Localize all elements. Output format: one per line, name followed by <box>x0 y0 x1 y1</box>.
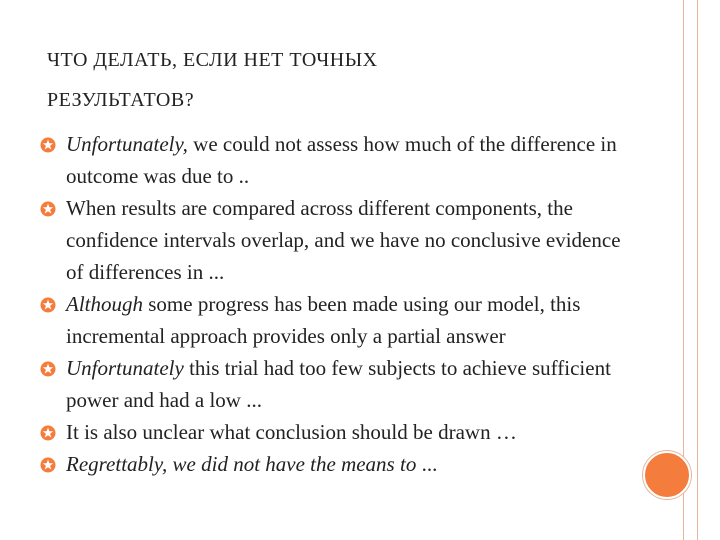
title-line-2: РЕЗУЛЬТАТОВ? <box>47 89 195 111</box>
bullet-item <box>40 352 640 416</box>
bullet-lead: Regrettably, we did not have the means to <box>66 452 417 476</box>
bullet-item <box>40 448 640 480</box>
decorative-circle <box>643 451 691 499</box>
bullet-item <box>40 288 640 352</box>
bullet-lead: Unfortunately, <box>66 132 188 156</box>
bullet-lead: Although <box>66 292 143 316</box>
slide-title <box>47 40 607 120</box>
bullet-text: When results are compared across different components, the confidence intervals overlap, and we have no conclusive evidence of differences in ... <box>66 196 621 284</box>
bullet-text: we could not assess how much of the difference in outcome was due to .. <box>66 132 617 188</box>
bullet-list <box>40 128 640 480</box>
bullet-item <box>40 192 640 288</box>
bullet-item <box>40 128 640 192</box>
bullet-item <box>40 416 640 448</box>
star-in-circle-icon <box>40 137 56 153</box>
star-in-circle-icon <box>40 361 56 377</box>
bullet-text: ... <box>416 452 438 476</box>
star-in-circle-icon <box>40 201 56 217</box>
bullet-text: It is also unclear what conclusion should be drawn … <box>66 420 517 444</box>
star-in-circle-icon <box>40 425 56 441</box>
star-in-circle-icon <box>40 297 56 313</box>
decorative-line <box>697 0 698 540</box>
star-in-circle-icon <box>40 457 56 473</box>
bullet-text: this trial had too few subjects to achieve sufficient power and had a low ... <box>66 356 611 412</box>
bullet-text: some progress has been made using our model, this incremental approach provides only a partial answer <box>66 292 581 348</box>
title-line-1: ЧТО ДЕЛАТЬ, ЕСЛИ НЕТ ТОЧНЫХ <box>47 49 378 71</box>
bullet-lead: Unfortunately <box>66 356 184 380</box>
